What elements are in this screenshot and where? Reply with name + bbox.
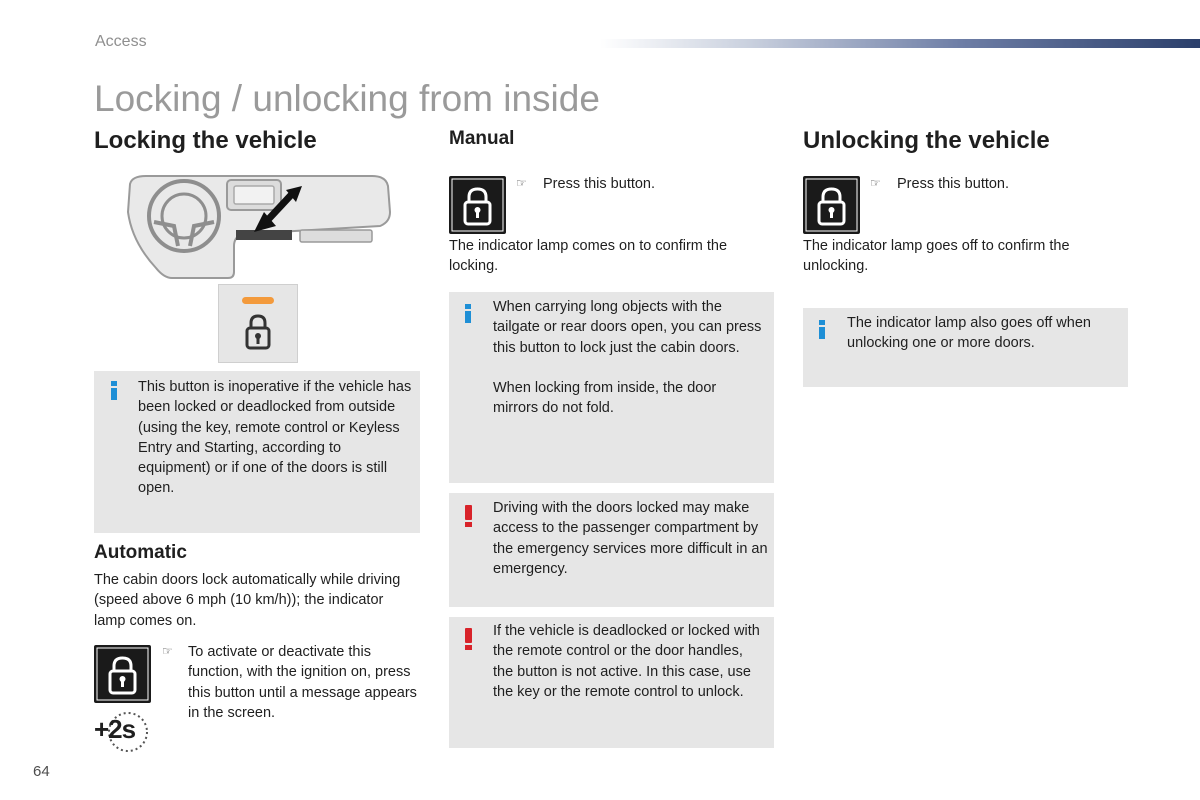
info-icon [111,381,117,400]
info-icon [819,320,825,339]
warning-icon [465,505,472,527]
info-box-unlocking [803,308,1128,387]
bullet-icon: ☞ [516,176,527,190]
info-box-long-objects [449,292,774,483]
manual-heading: Manual [449,128,515,149]
manual-confirm: The indicator lamp comes on to confirm the locking. [449,238,728,275]
unlocking-confirm: The indicator lamp goes off to confirm the unlocking. [803,238,1070,275]
dashboard-illustration [124,172,394,280]
unlocking-instruction: Press this button. [897,176,1010,192]
info-text: When carrying long objects with the tailgate or rear doors open, you can press this button to lock just the cabin doors. [493,299,762,356]
indicator-lamp [242,297,274,304]
info-box-inoperative [94,371,420,533]
lock-button-panel [218,284,298,363]
lock-button-icon [803,176,860,234]
bullet-icon: ☞ [162,644,173,658]
info-text: The indicator lamp also goes off when unlocking one or more doors. [847,315,1091,352]
locking-heading: Locking the vehicle [94,127,317,154]
hold-label: +2s [94,714,136,744]
warning-box-deadlocked [449,617,774,748]
warning-text: If the vehicle is deadlocked or locked with the remote control or the door handles, the button is not active. In this case, use the key or the remote control to unlock. [493,623,760,700]
padlock-icon [245,314,271,350]
unlocking-heading: Unlocking the vehicle [803,127,1050,154]
info-icon [465,304,471,323]
warning-icon [465,628,472,650]
lock-button-icon [94,645,151,703]
bullet-icon: ☞ [870,176,881,190]
automatic-instruction: To activate or deactivate this function, with the ignition on, press this button until a message appears in the screen. [188,644,417,721]
info-text-mirrors: When locking from inside, the door mirrors do not fold. [493,380,717,417]
automatic-text: The cabin doors lock automatically while driving (speed above 6 mph (10 km/h)); the indicator lamp comes on. [94,572,401,629]
page-title: Locking / unlocking from inside [94,78,600,119]
manual-instruction: Press this button. [543,176,656,192]
section-label: Access [95,33,147,50]
info-text: This button is inoperative if the vehicle has been locked or deadlocked from outside (using the key, remote control or Keyless Entry and Starting, according to equipment) or if one of the doors is still open. [138,379,412,497]
warning-text: Driving with the doors locked may make access to the passenger compartment by the emergency services more difficult in an emergency. [493,500,768,577]
header-bar [600,39,1200,48]
hold-2s-icon [94,710,150,754]
automatic-heading: Automatic [94,542,187,563]
lock-button-icon [449,176,506,234]
warning-box-emergency [449,493,774,607]
page-number: 64 [33,763,50,780]
